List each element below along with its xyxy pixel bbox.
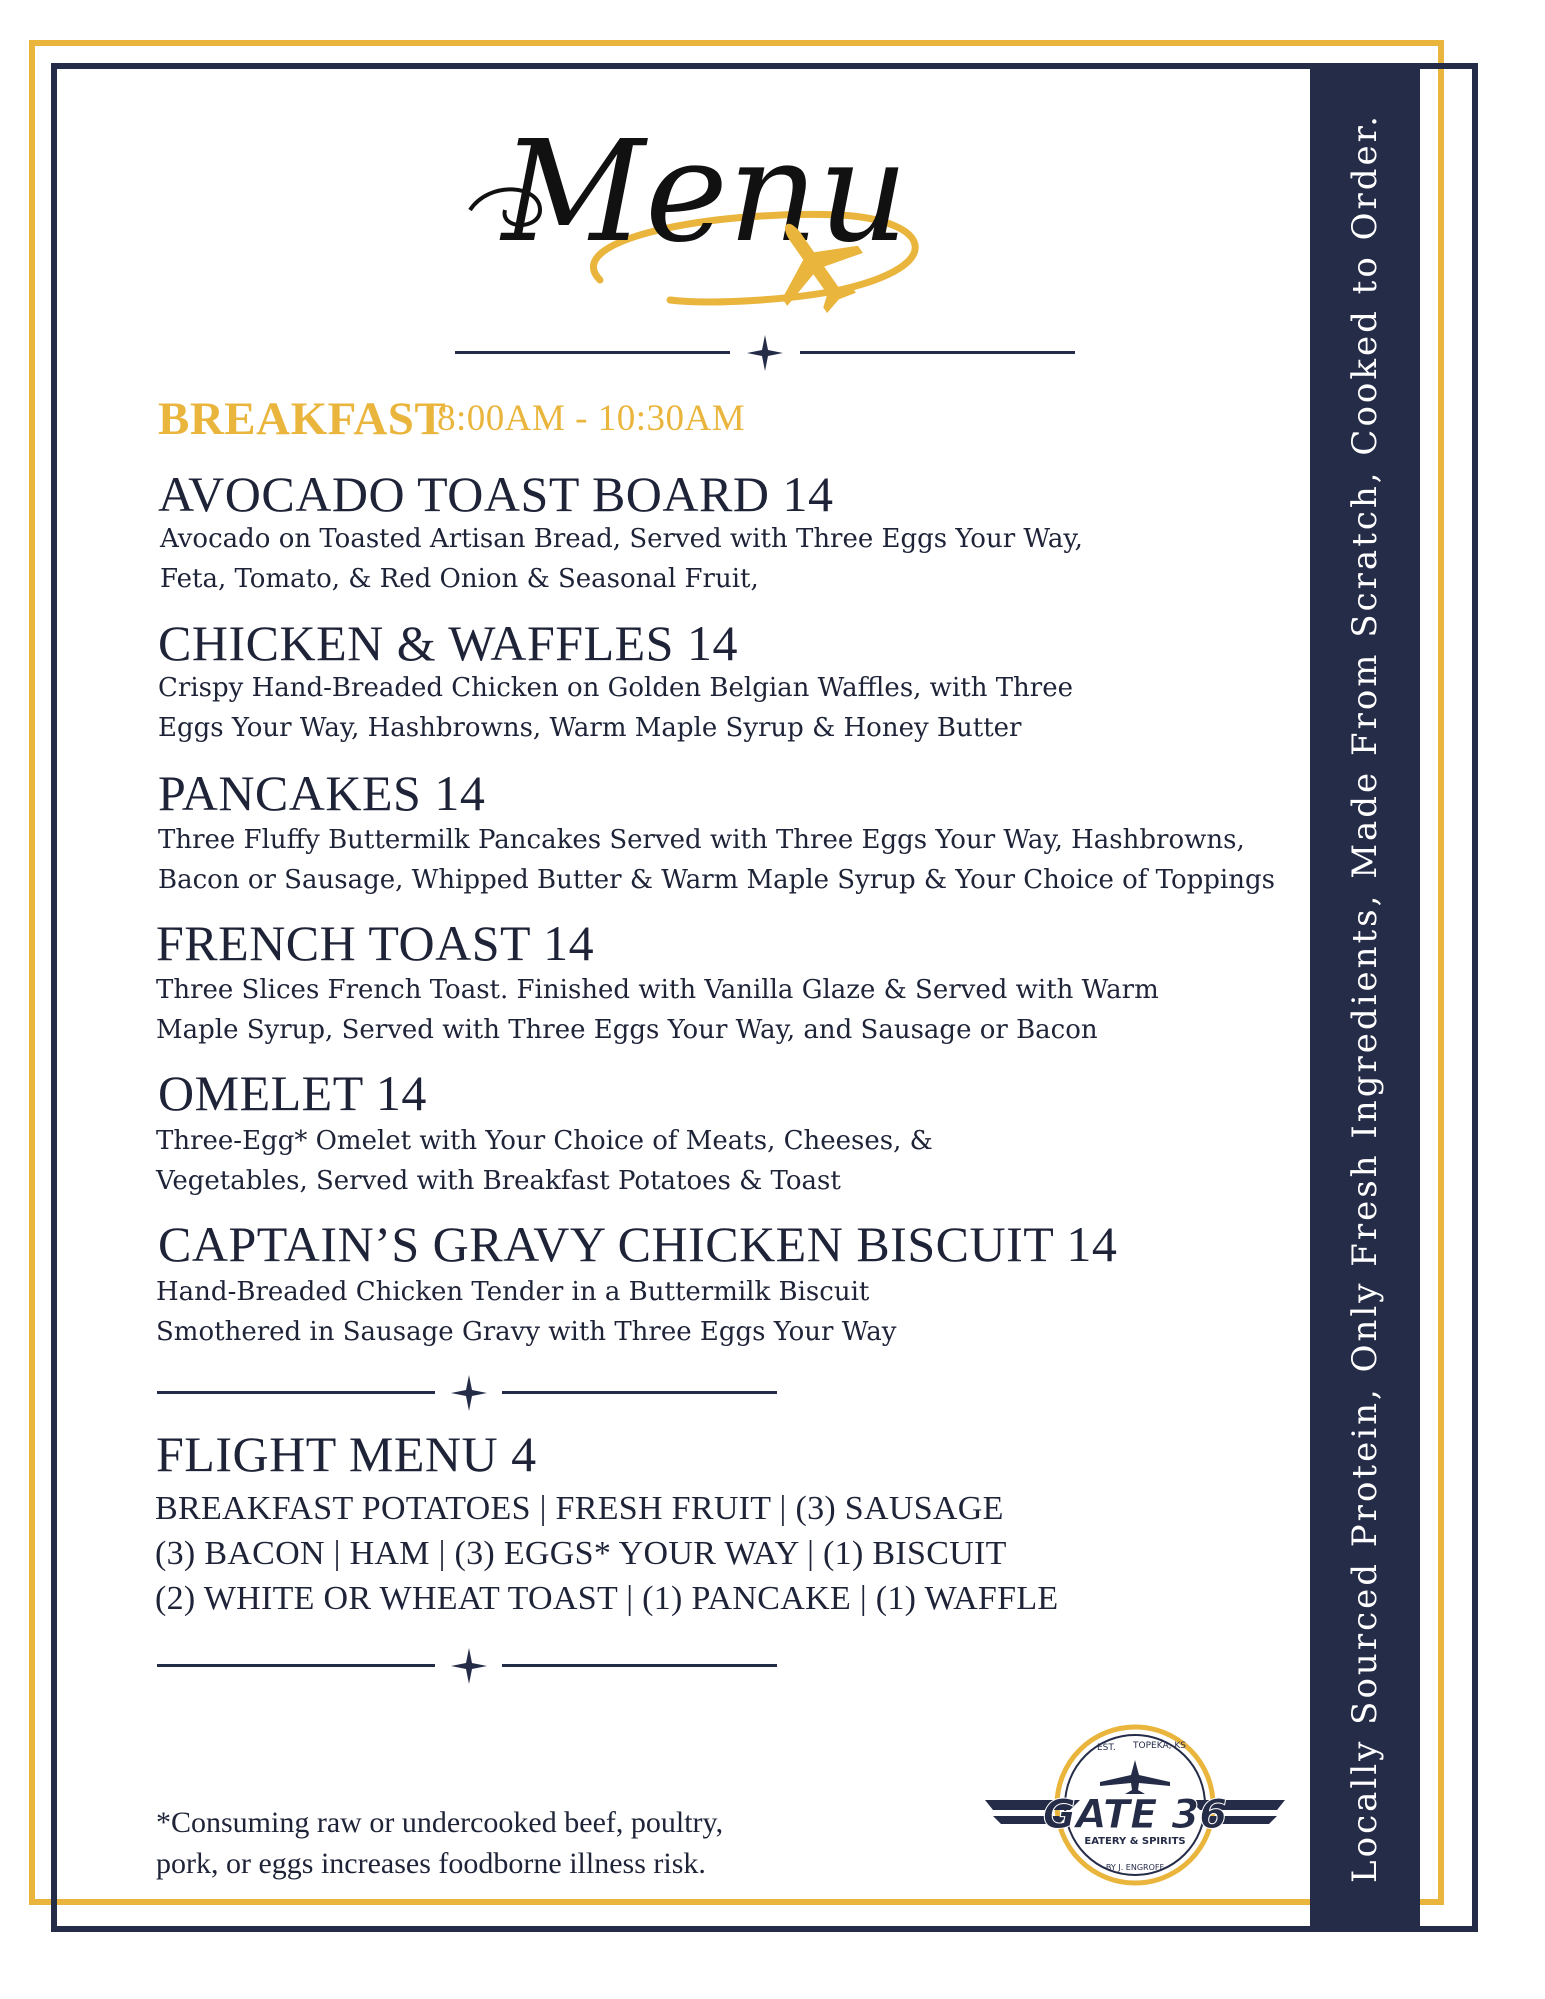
- breakfast-hours: 8:00AM - 10:30AM: [437, 398, 746, 439]
- sparkle-icon: [747, 335, 783, 371]
- disclaimer-line: *Consuming raw or undercooked beef, poultry,: [156, 1806, 724, 1839]
- flight-menu-title: FLIGHT MENU 4: [156, 1426, 537, 1482]
- item-desc-line: Hand-Breaded Chicken Tender in a Buttermilk Biscuit: [156, 1277, 870, 1307]
- item-desc-line: Crispy Hand-Breaded Chicken on Golden Belgian Waffles, with Three: [158, 673, 1074, 703]
- item-name: CAPTAIN’S GRAVY CHICKEN BISCUIT 14: [158, 1216, 1118, 1272]
- side-banner: [1310, 69, 1420, 1926]
- brand-by: BY J. ENGROFF: [1105, 1863, 1165, 1872]
- item-name: OMELET 14: [158, 1065, 427, 1121]
- item-desc-line: Feta, Tomato, & Red Onion & Seasonal Fruit,: [160, 564, 759, 594]
- item-desc-line: Maple Syrup, Served with Three Eggs Your Way, and Sausage or Bacon: [156, 1015, 1098, 1045]
- brand-tagline: EATERY & SPIRITS: [1084, 1836, 1186, 1847]
- item-name: AVOCADO TOAST BOARD 14: [158, 466, 834, 522]
- item-name: FRENCH TOAST 14: [156, 915, 595, 971]
- item-desc-line: Avocado on Toasted Artisan Bread, Served with Three Eggs Your Way,: [160, 524, 1083, 554]
- item-desc-line: Eggs Your Way, Hashbrowns, Warm Maple Syrup & Honey Butter: [158, 713, 1022, 743]
- brand-est: EST.: [1097, 1743, 1116, 1753]
- sparkle-icon: [451, 1648, 487, 1684]
- menu-logo-graphic: [460, 90, 960, 340]
- item-desc-line: Vegetables, Served with Breakfast Potatoes & Toast: [156, 1166, 841, 1196]
- item-desc-line: Bacon or Sausage, Whipped Butter & Warm Maple Syrup & Your Choice of Toppings: [158, 865, 1275, 895]
- flight-menu-line: BREAKFAST POTATOES | FRESH FRUIT | (3) SAUSAGE: [155, 1490, 1004, 1527]
- item-desc-line: Three-Egg* Omelet with Your Choice of Meats, Cheeses, &: [156, 1126, 933, 1156]
- item-desc-line: Three Fluffy Buttermilk Pancakes Served with Three Eggs Your Way, Hashbrowns,: [158, 825, 1245, 855]
- brand-name: GATE 36: [1042, 1792, 1228, 1838]
- divider-bottom: [157, 1648, 777, 1684]
- sparkle-icon: [451, 1375, 487, 1411]
- menu-logo: [460, 90, 960, 340]
- brand-location: TOPEKA, KS: [1133, 1741, 1186, 1751]
- flight-menu-line: (3) BACON | HAM | (3) EGGS* YOUR WAY | (1) BISCUIT: [155, 1535, 1007, 1572]
- flight-menu-line: (2) WHITE OR WHEAT TOAST | (1) PANCAKE | (1) WAFFLE: [155, 1580, 1059, 1617]
- side-banner-text: Locally Sourced Protein, Only Fresh Ingredients, Made From Scratch, Cooked to Order.: [1345, 112, 1385, 1883]
- item-desc-line: Smothered in Sausage Gravy with Three Eggs Your Way: [156, 1317, 897, 1347]
- gate36-logo: [985, 1720, 1285, 1895]
- disclaimer-line: pork, or eggs increases foodborne illness risk.: [156, 1847, 706, 1880]
- divider-top: [455, 335, 1075, 371]
- section-title-breakfast: BREAKFAST: [158, 393, 447, 445]
- item-desc-line: Three Slices French Toast. Finished with Vanilla Glaze & Served with Warm: [156, 975, 1159, 1005]
- item-name: PANCAKES 14: [158, 765, 486, 821]
- divider-middle: [157, 1375, 777, 1411]
- menu-script-title: Menu: [501, 111, 909, 274]
- item-name: CHICKEN & WAFFLES 14: [158, 615, 738, 671]
